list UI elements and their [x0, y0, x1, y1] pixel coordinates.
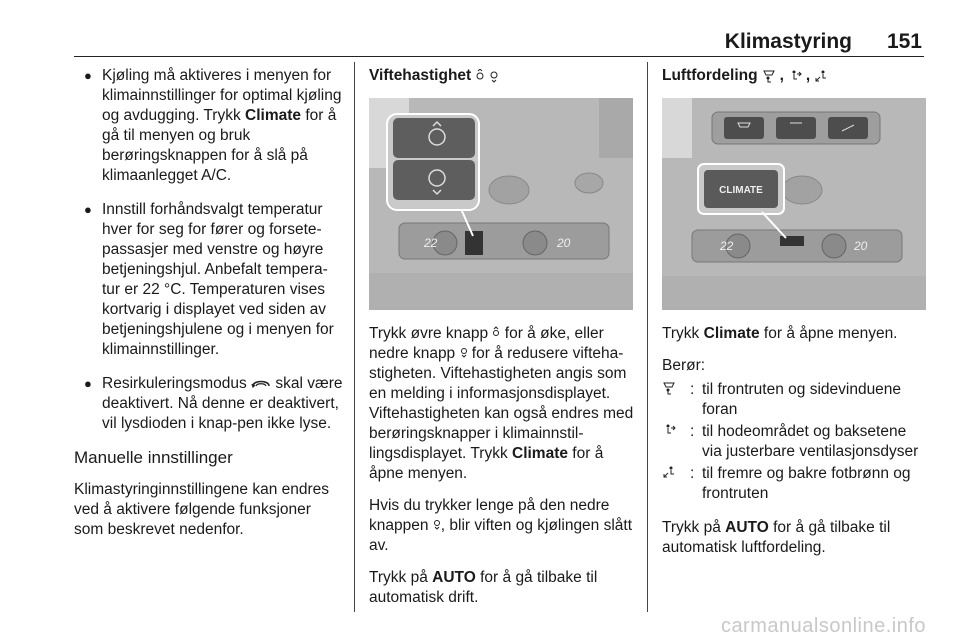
- colon: :: [690, 465, 695, 482]
- page-title: Klimastyring: [724, 30, 852, 53]
- airflow-head-icon: [662, 423, 676, 437]
- separator: ,: [779, 67, 784, 84]
- airflow-floor-icon: [662, 465, 678, 479]
- fan-decrease-icon: [460, 346, 468, 358]
- bullet-item: [74, 200, 344, 360]
- bullet-text: for å gå til menyen og bruk berøringsknappen for å slå på klimaanlegget A/C.: [102, 107, 337, 184]
- text: Hvis du trykker lenge på den nedre knappen: [369, 497, 610, 534]
- bullet-item: [74, 66, 344, 186]
- bullet-text: Kjøling må aktiveres i menyen for klimainnstillinger for optimal kjøling og avdugging. Trykk: [102, 67, 342, 124]
- keyword-climate: Climate: [703, 325, 760, 342]
- recirculation-icon: [251, 378, 271, 389]
- temp-left: 22: [720, 239, 734, 253]
- watermark: carmanualsonline.info: [720, 615, 926, 637]
- list-item: [662, 380, 926, 420]
- paragraph: [369, 324, 634, 484]
- list-item: [662, 422, 926, 462]
- separator: ,: [805, 67, 811, 84]
- column-divider: [354, 62, 355, 612]
- text: for å åpne menyen.: [369, 445, 604, 482]
- list-item-text: til frontruten og sidevinduene foran: [702, 381, 902, 418]
- bullet-dot: ●: [84, 68, 92, 83]
- section-heading: [369, 66, 634, 86]
- text: Trykk på: [662, 519, 726, 536]
- heading-text: Luftfordeling: [662, 67, 758, 84]
- air-distribution-list: [662, 380, 926, 504]
- fan-speed-figure: [369, 98, 633, 310]
- paragraph: [369, 496, 634, 556]
- paragraph: [662, 324, 926, 344]
- bullet-item: [74, 374, 344, 434]
- climate-button-label: CLIMATE: [719, 185, 763, 196]
- bullet-dot: ●: [84, 202, 92, 217]
- keyword-climate: Climate: [512, 445, 568, 462]
- bullet-dot: ●: [84, 376, 92, 391]
- console-illustration: [369, 98, 633, 310]
- text: for å gå tilbake til automatisk luftfordeling.: [662, 519, 891, 556]
- temp-right: 20: [557, 236, 571, 250]
- bullet-text: Innstill forhåndsvalgt temperatur hver for seg for fører og forsete-passasjer med venstre og høyre betjeningshjul. Anbefalt tempera-tur er 22 °C. Temperaturen vises kortvarig i displayet ved siden av betjeningshjulene og i menyen for klimainnstillinger.: [102, 201, 334, 358]
- text: Trykk øvre knapp: [369, 325, 493, 342]
- text: for å åpne menyen.: [759, 325, 898, 342]
- paragraph: [662, 518, 926, 558]
- heading-text: Viftehastighet: [369, 67, 472, 84]
- fan-increase-icon: [475, 69, 485, 83]
- colon: :: [690, 423, 695, 440]
- section-heading: [662, 66, 926, 86]
- touch-label: Berør:: [662, 357, 706, 374]
- section-heading: Manuelle innstillinger: [74, 448, 233, 467]
- airflow-head-icon: [788, 69, 802, 83]
- list-item: [662, 464, 926, 504]
- fan-decrease-icon: [489, 69, 499, 83]
- airflow-windscreen-icon: [762, 69, 776, 83]
- list-item-text: til fremre og bakre fotbrønn og frontruten: [702, 465, 911, 502]
- column-divider: [647, 62, 648, 612]
- keyword-auto: AUTO: [725, 519, 769, 536]
- text: for å redusere vifteha-stigheten. Viftehastigheten angis som en melding i informasjonsdisplayet. Viftehastigheten kan også endres med berøringsknapper i klimainnstil-lingsdisplayet. Trykk: [369, 345, 634, 462]
- page-header: [0, 0, 960, 60]
- page-number: 151: [886, 30, 922, 53]
- column-left: [74, 66, 344, 552]
- airflow-windscreen-icon: [662, 381, 676, 395]
- bullet-text: Resirkuleringsmodus: [102, 375, 252, 392]
- air-distribution-figure: [662, 98, 926, 310]
- airflow-floor-icon: [814, 69, 830, 83]
- text: , blir viften og kjølingen slått av.: [369, 517, 633, 554]
- colon: :: [690, 381, 695, 398]
- text: for å øke, eller nedre knapp: [369, 325, 604, 362]
- console-illustration: [662, 98, 926, 310]
- text: Trykk på: [369, 569, 433, 586]
- fan-decrease-icon: [433, 518, 441, 530]
- temp-left: 22: [424, 236, 438, 250]
- keyword-auto: AUTO: [432, 569, 476, 586]
- list-item-text: til hodeområdet og baksetene via justerbare ventilasjonsdyser: [702, 423, 919, 460]
- paragraph: Klimastyringinnstillingene kan endres ved å aktivere følgende funksjoner som beskrevet nedenfor.: [74, 481, 330, 538]
- header-rule: [74, 56, 924, 57]
- text: for å gå tilbake til automatisk drift.: [369, 569, 598, 606]
- column-right: [662, 66, 926, 570]
- temp-right: 20: [854, 239, 868, 253]
- keyword-climate: Climate: [245, 107, 302, 124]
- column-middle: [369, 66, 634, 620]
- bullet-text: skal være deaktivert. Nå denne er deaktivert, vil lysdioden i knap-pen ikke lyse.: [102, 375, 343, 432]
- text: Trykk: [662, 325, 704, 342]
- paragraph: [369, 568, 634, 608]
